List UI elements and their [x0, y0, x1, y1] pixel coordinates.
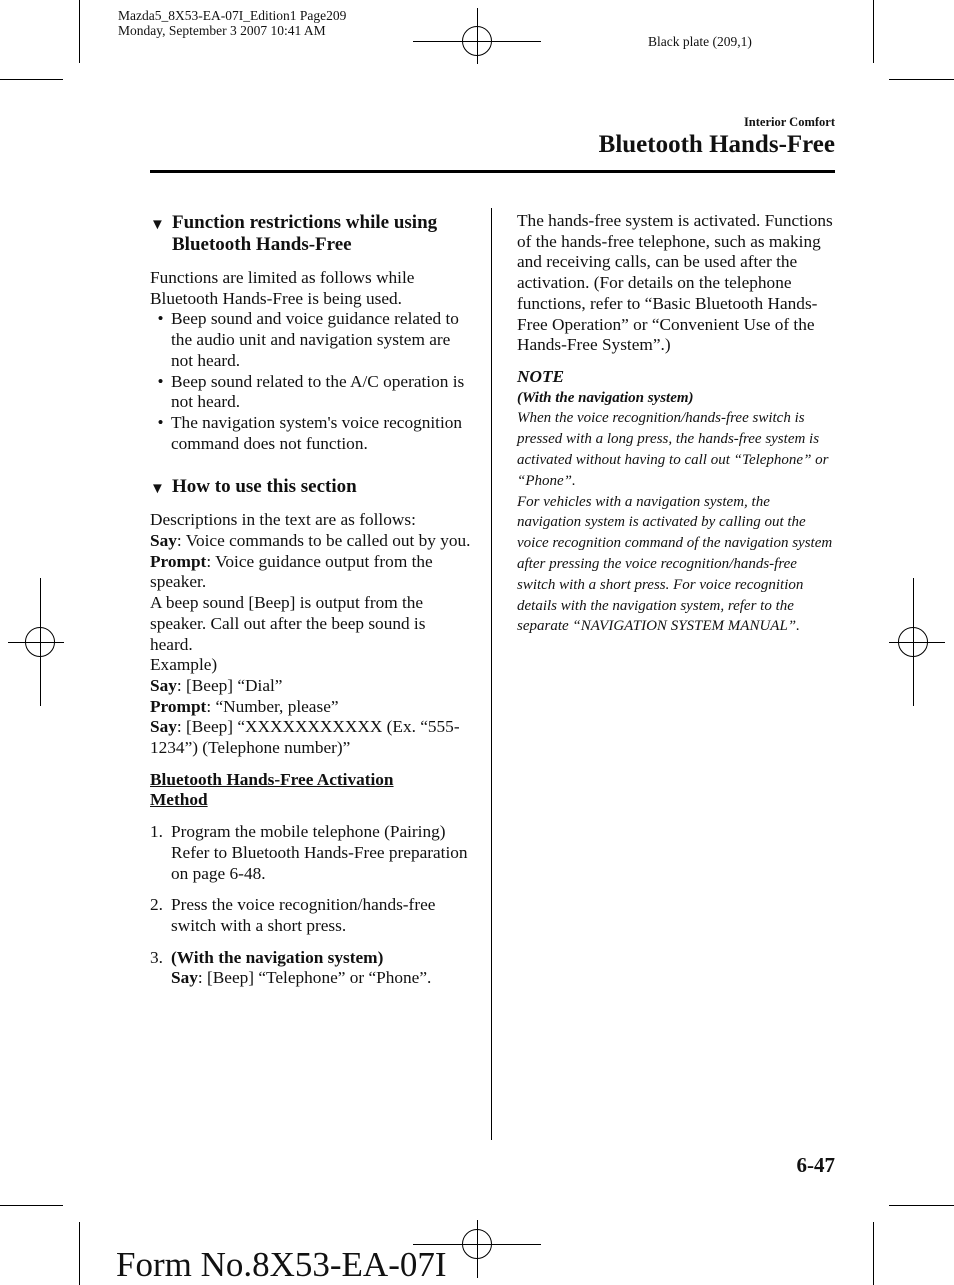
- file-info: [118, 8, 346, 38]
- list-item: [150, 372, 472, 413]
- registration-circle: [462, 1229, 492, 1259]
- subsection-heading: Bluetooth Hands-Free Activation Method: [150, 769, 394, 810]
- crop-mark: [79, 0, 80, 63]
- list-item: [150, 309, 472, 371]
- heading-text: Function restrictions while using Bluetooth Hands-Free: [172, 212, 438, 255]
- step-list: [150, 822, 472, 989]
- page-number: 6-47: [796, 1153, 835, 1177]
- note-paragraph: When the voice recognition/hands-free switch is pressed with a long press, the hands-free system is activated without having to call out “Telephone” or “Phone”.: [517, 410, 829, 489]
- paragraph: [150, 717, 472, 758]
- say-text: : [Beep] “XXXXXXXXXXX (Ex. “555-1234”) (Telephone number)”: [150, 717, 460, 758]
- say-text: : [Beep] “Telephone” or “Phone”.: [197, 968, 432, 988]
- triangle-down-icon: ▼: [150, 217, 165, 233]
- crop-mark: [889, 1205, 954, 1206]
- paragraph: [150, 697, 472, 718]
- column-divider: [491, 208, 492, 1140]
- bullet-icon: •: [157, 309, 164, 329]
- list-item-text: Beep sound related to the A/C operation is not heard.: [171, 371, 465, 412]
- step-item: [150, 895, 472, 936]
- step-text: Press the voice recognition/hands-free switch with a short press.: [171, 895, 436, 935]
- prompt-text: : Voice guidance output from the speaker.: [150, 551, 433, 592]
- header-rule: [150, 170, 835, 173]
- plate-label: Black plate (209,1): [648, 34, 752, 49]
- list-item-text: Beep sound and voice guidance related to the audio unit and navigation system are not heard.: [171, 309, 459, 370]
- note-body: [517, 388, 837, 638]
- note-title: NOTE: [517, 366, 565, 386]
- prompt-label: Prompt: [150, 696, 207, 716]
- step-condition: (With the navigation system): [171, 947, 384, 967]
- paragraph: [150, 531, 472, 552]
- crop-mark: [0, 79, 63, 80]
- bullet-icon: •: [157, 371, 164, 391]
- say-label: Say: [150, 675, 177, 695]
- paragraph: The hands-free system is activated. Functions of the hands-free telephone, such as making and receiving calls, can be used after the activation. (For details on the telephone functions, refer to “Basic Bluetooth Hands-Free Operation” or “Convenient Use of the Hands-Free System”.): [517, 211, 833, 355]
- step-number: 3.: [150, 947, 163, 967]
- list-item-text: The navigation system's voice recognition command does not function.: [171, 412, 463, 453]
- say-label: Say: [171, 968, 198, 988]
- say-text: : [Beep] “Dial”: [176, 675, 283, 695]
- step-item: [150, 948, 472, 989]
- section-label: Interior Comfort: [743, 115, 835, 129]
- note-subheading: (With the navigation system): [517, 389, 694, 406]
- bullet-icon: •: [157, 412, 164, 432]
- step-text: Program the mobile telephone (Pairing) Refer to Bluetooth Hands-Free preparation on page 6-48.: [171, 822, 468, 883]
- left-column: [150, 212, 472, 989]
- form-number: Form No.8X53-EA-07I: [116, 1245, 447, 1284]
- heading-text: How to use this section: [172, 476, 357, 498]
- paragraph: [150, 552, 472, 593]
- crop-mark: [889, 79, 954, 80]
- say-label: Say: [150, 717, 177, 737]
- paragraph: [150, 676, 472, 697]
- note-paragraph: For vehicles with a navigation system, the navigation system is activated by calling out the voice recognition command of the navigation system after pressing the voice recognition/hands-free switch with a short press. For voice recognition details with the navigation system, refer to the separate “NAVIGATION SYSTEM MANUAL”.: [517, 493, 833, 635]
- page-title: Bluetooth Hands-Free: [598, 131, 835, 158]
- registration-circle: [25, 627, 55, 657]
- bullet-list: [150, 309, 472, 454]
- list-item: [150, 413, 472, 454]
- say-text: : Voice commands to be called out by you.: [176, 531, 471, 551]
- crop-mark: [0, 1205, 63, 1206]
- step-item: [150, 822, 472, 884]
- crop-mark: [79, 1222, 80, 1285]
- section-heading: [150, 476, 472, 500]
- registration-circle: [898, 627, 928, 657]
- paragraph: A beep sound [Beep] is output from the speaker. Call out after the beep sound is heard.: [150, 593, 426, 654]
- section-heading: [150, 212, 472, 256]
- paragraph: Descriptions in the text are as follows:: [150, 510, 416, 530]
- paragraph: Example): [150, 655, 218, 675]
- say-label: Say: [150, 531, 177, 551]
- paragraph: Functions are limited as follows while Bluetooth Hands-Free is being used.: [150, 268, 415, 308]
- registration-circle: [462, 26, 492, 56]
- crop-mark: [873, 1222, 874, 1285]
- file-info-line: Mazda5_8X53-EA-07I_Edition1 Page209: [118, 8, 347, 23]
- triangle-down-icon: ▼: [150, 481, 165, 498]
- prompt-text: : “Number, please”: [206, 696, 339, 716]
- prompt-label: Prompt: [150, 551, 207, 571]
- right-column: [517, 211, 837, 637]
- step-number: 2.: [150, 895, 163, 915]
- step-number: 1.: [150, 822, 163, 842]
- step-text: [171, 948, 431, 989]
- file-info-line: Monday, September 3 2007 10:41 AM: [118, 23, 326, 38]
- crop-mark: [873, 0, 874, 63]
